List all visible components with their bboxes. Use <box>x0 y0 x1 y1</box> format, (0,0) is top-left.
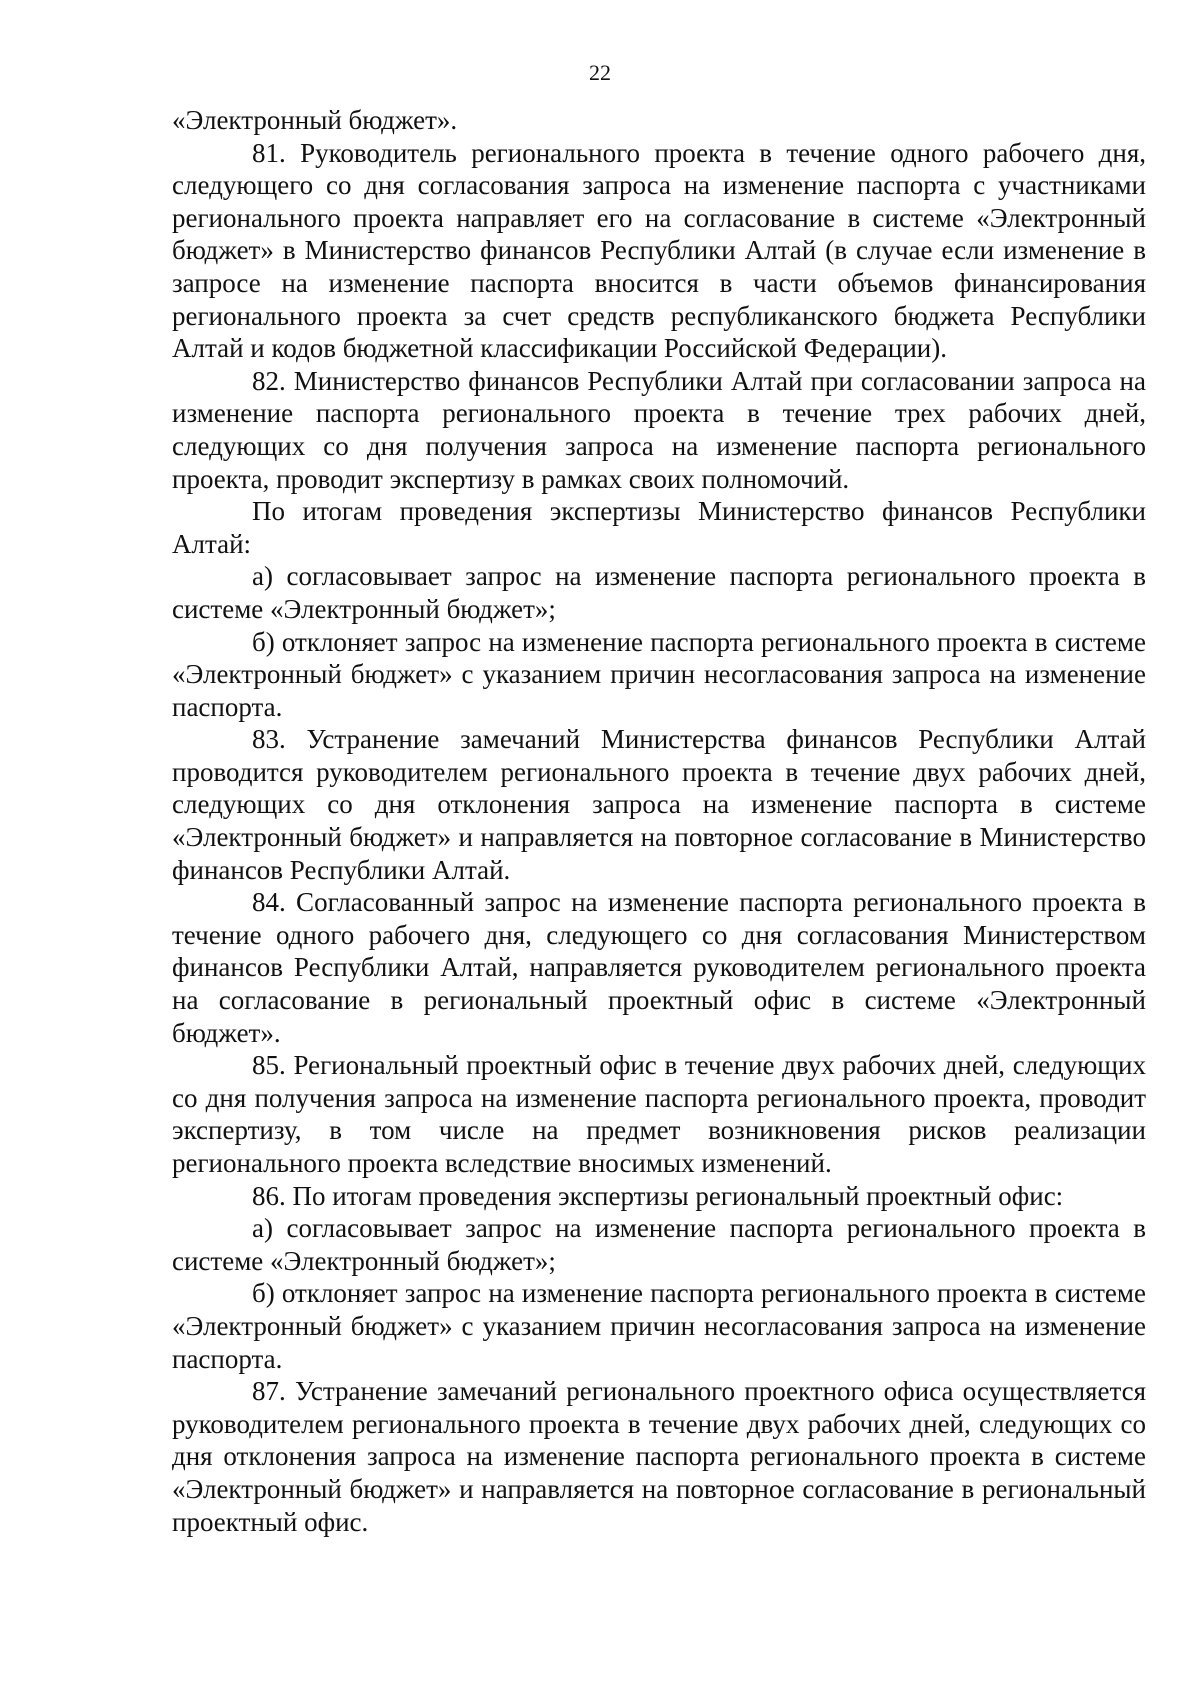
paragraph: 81. Руководитель регионального проекта в течение одного рабочего дня, следующего со дня согласования запроса на изменение паспорта с участниками регионального проекта направляет его на согласование в системе «Электронный бюджет» в Министерство финансов Республики Алтай (в случае если изменение в запросе на изменение паспорта вносится в части объемов финансирования регионального проекта за счет средств республиканского бюджета Республики Алтай и кодов бюджетной классификации Российской Федерации). <box>172 137 1146 364</box>
paragraph: а) согласовывает запрос на изменение паспорта регионального проекта в системе «Электронный бюджет»; <box>172 1213 1146 1276</box>
paragraph: 85. Региональный проектный офис в течение двух рабочих дней, следующих со дня получения запроса на изменение паспорта регионального проекта, проводит экспертизу, в том числе на предмет возникновения рисков реализации регионального проекта вследствие вносимых изменений. <box>172 1050 1146 1178</box>
paragraph: 82. Министерство финансов Республики Алтай при согласовании запроса на изменение паспорта регионального проекта в течение трех рабочих дней, следующих со дня получения запроса на изменение паспорта регионального проекта, проводит экспертизу в рамках своих полномочий. <box>172 365 1146 494</box>
paragraph: а) согласовывает запрос на изменение паспорта регионального проекта в системе «Электронный бюджет»; <box>172 561 1146 624</box>
paragraph: б) отклоняет запрос на изменение паспорта регионального проекта в системе «Электронный бюджет» с указанием причин несогласования запроса на изменение паспорта. <box>172 626 1146 722</box>
paragraph: 87. Устранение замечаний регионального проектного офиса осуществляется руководителем регионального проекта в течение двух рабочих дней, следующих со дня отклонения запроса на изменение паспорта регионального проекта в системе «Электронный бюджет» и направляется на повторное согласование в региональный проектный офис. <box>172 1376 1146 1537</box>
paragraph: 86. По итогам проведения экспертизы региональный проектный офис: <box>252 1180 1064 1211</box>
document-body <box>172 104 1146 1538</box>
page-number: 22 <box>589 60 611 85</box>
paragraph: По итогам проведения экспертизы Министерство финансов Республики Алтай: <box>172 496 1146 559</box>
paragraph: б) отклоняет запрос на изменение паспорта регионального проекта в системе «Электронный бюджет» с указанием причин несогласования запроса на изменение паспорта. <box>172 1278 1146 1374</box>
paragraph: 83. Устранение замечаний Министерства финансов Республики Алтай проводится руководителем регионального проекта в течение двух рабочих дней, следующих со дня отклонения запроса на изменение паспорта в системе «Электронный бюджет» и направляется на повторное согласование в Министерство финансов Республики Алтай. <box>172 724 1146 885</box>
paragraph: 84. Согласованный запрос на изменение паспорта регионального проекта в течение одного рабочего дня, следующего со дня согласования Министерством финансов Республики Алтай, направляется руководителем регионального проекта на согласование в региональный проектный офис в системе «Электронный бюджет». <box>172 887 1146 1048</box>
paragraph: «Электронный бюджет». <box>172 105 458 135</box>
